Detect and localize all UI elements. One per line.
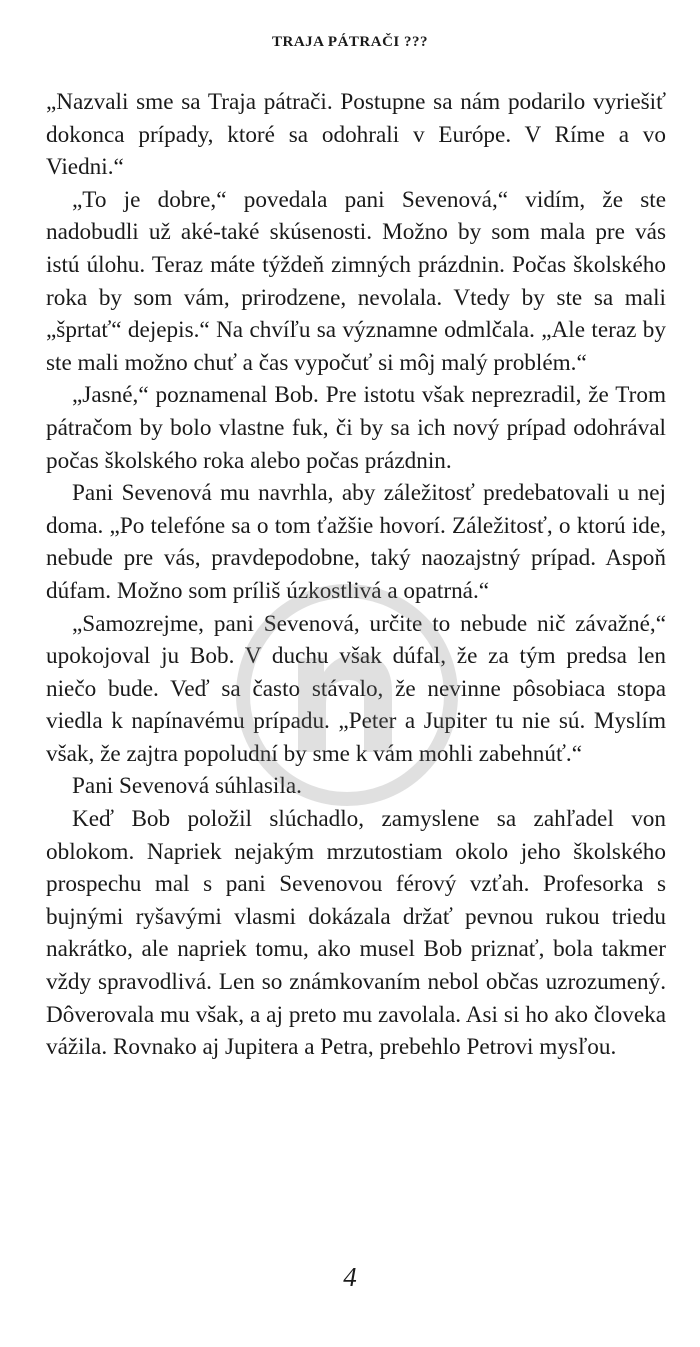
body-text: [46, 86, 666, 1064]
paragraph: „Jasné,“ poznamenal Bob. Pre istotu však neprezradil, že Trom pátračom by bolo vlastne fuk, či by sa ich nový prípad odohrával počas školského roka alebo počas prázdnin.: [46, 382, 666, 474]
paragraph: Pani Sevenová mu navrhla, aby záležitosť predebatovali u nej doma. „Po telefóne sa o tom ťažšie hovorí. Záležitosť, o ktorú ide, nebude pre vás, pravdepodobne, taký naozajstný prípad. Aspoň dúfam. Možno som príliš úzkostlivá a opatrná.“: [46, 480, 666, 604]
paragraph: „To je dobre,“ povedala pani Sevenová,“ vidím, že ste nadobudli už aké-také skúsenosti. Možno by som mala pre vás istú úlohu. Teraz máte týždeň zimných prázdnin. Počas školského roka by som vám, prirodzene, nevolala. Vtedy by ste sa mali „šprtať“ dejepis.“ Na chvíľu sa významne odmlčala. „Ale teraz by ste mali možno chuť a čas vypočuť si môj malý problém.“: [46, 186, 666, 376]
paragraph: Keď Bob položil slúchadlo, zamyslene sa zahľadel von oblokom. Napriek nejakým mrzutostiam okolo jeho školského prospechu mal s pani Sevenovou férový vzťah. Profesorka s bujnými ryšavými vlasmi dokázala držať pevnou rukou triedu nakrátko, ale napriek tomu, ako musel Bob priznať, bola takmer vždy spravodlivá. Len so známkovaním nebol občas uzrozumený. Dôverovala mu však, a aj preto mu zavolala. Asi si ho ako človeka vážila. Rovnako aj Jupitera a Petra, prebehlo Petrovi mysľou.: [46, 806, 666, 1061]
page-number: 4: [343, 1262, 357, 1292]
paragraph: „Samozrejme, pani Sevenová, určite to nebude nič závažné,“ upokojoval ju Bob. V duchu však dúfal, že za tým predsa len niečo bude. Veď sa často stávalo, že nevinne pôsobiaca stopa viedla k napínavému prípadu. „Peter a Jupiter tu nie sú. Myslím však, že zajtra popoludní by sme k vám mohli zabehnúť.“: [46, 610, 666, 767]
running-head: TRAJA PÁTRAČI ???: [271, 34, 428, 50]
paragraph: Pani Sevenová súhlasila.: [72, 773, 302, 800]
paragraph: „Nazvali sme sa Traja pátrači. Postupne sa nám podarilo vyriešiť dokonca prípady, ktoré sa odohrali v Európe. V Ríme a vo Viedni.“: [46, 89, 666, 181]
